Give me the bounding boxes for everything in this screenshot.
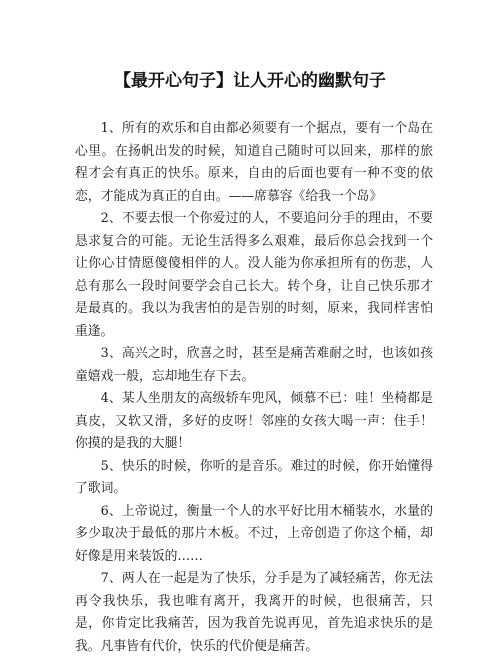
paragraph-3: 3、高兴之时，欣喜之时，甚至是痛苦难耐之时，也该如孩童嬉戏一般，忘却地生存下去。 [75,346,433,384]
page-title: 【最开心句子】让人开心的幽默句子 [114,71,386,91]
paragraph-4: 4、某人坐朋友的高级轿车兜风，倾慕不已：哇！坐椅都是真皮，又软又滑，多好的皮呀！邻座的女孩大喝一声：住手！你摸的是我的大腿！ [75,391,433,451]
paragraph-7: 7、两人在一起是为了快乐，分手是为了减轻痛苦，你无法再令我快乐，我也唯有离开，我离开的时候，也很痛苦，只是，你肯定比我痛苦，因为我首先说再见，首先追求快乐的是我。凡事皆有代价，快乐的代价便是痛苦。 [75,571,433,654]
paragraph-2: 2、不要去恨一个你爱过的人，不要追问分手的理由，不要恳求复合的可能。无论生活得多么艰难，最后你总会找到一个让你心甘情愿傻傻相伴的人。没人能为你承担所有的伤悲，人总有那么一段时间要学会自己长大。转个身，让自己快乐那才是最真的。我以为我害怕的是告别的时刻，原来，我同样害怕重逢。 [75,211,433,339]
document-body [75,118,433,658]
paragraph-1: 1、所有的欢乐和自由都必须要有一个据点，要有一个岛在心里。在扬帆出发的时候，知道自己随时可以回来，那样的旅程才会有真正的快乐。原来，自由的后面也要有一种不变的依恋，才能成为真正的自由。——席慕容《给我一个岛》 [75,121,433,204]
paragraph-6: 6、上帝说过，衡量一个人的水平好比用木桶装水，水量的多少取决于最低的那片木板。不过，上帝创造了你这个桶，却好像是用来装饭的…… [75,503,433,564]
paragraph-5: 5、快乐的时候，你听的是音乐。难过的时候，你开始懂得了歌词。 [75,458,433,496]
